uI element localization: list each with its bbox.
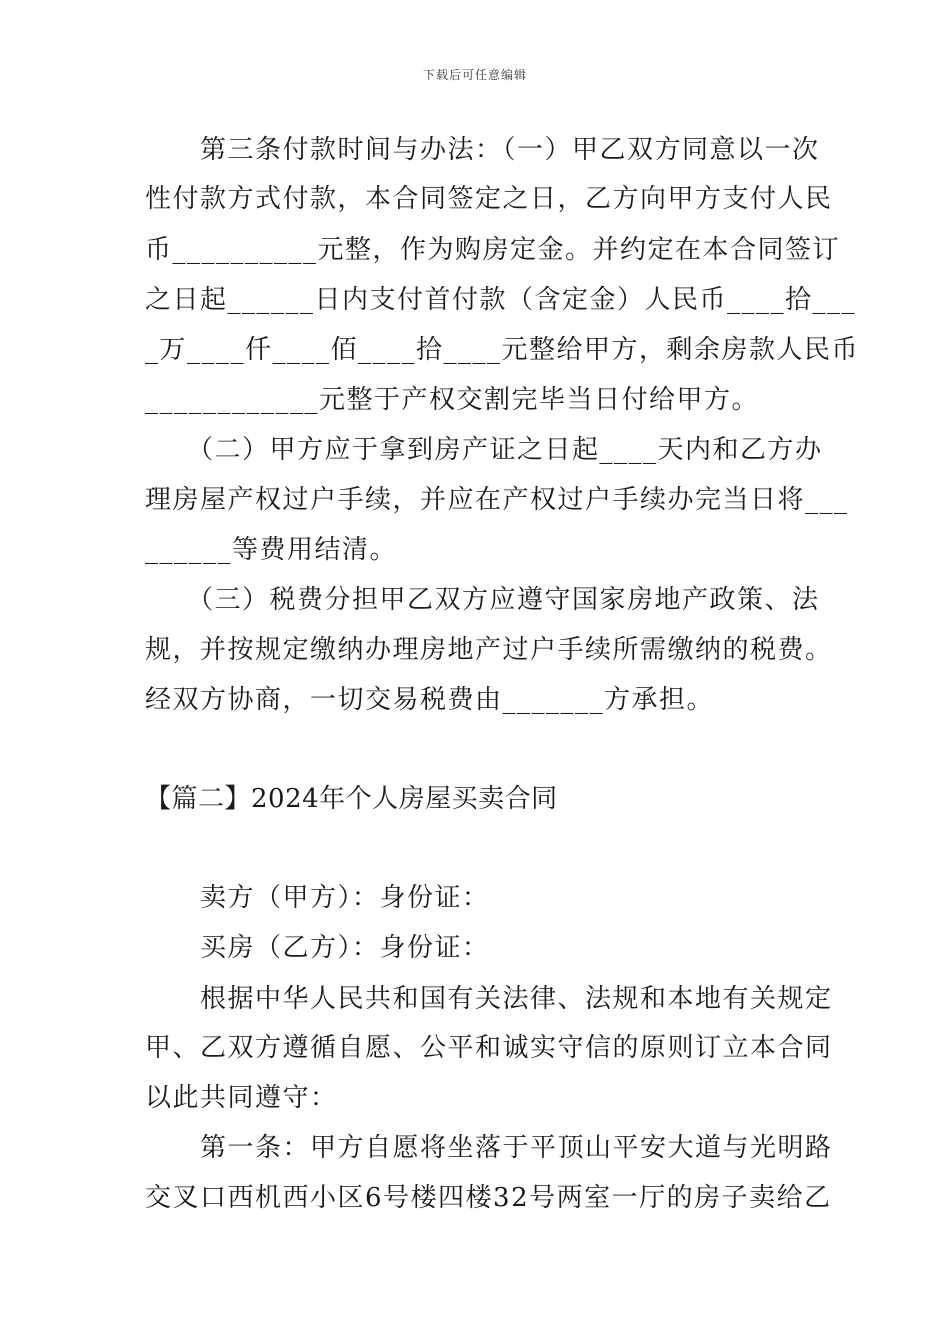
text-line: 以此共同遵守： [145,1083,338,1113]
section-heading: 【篇二】2024年个人房屋买卖合同 [145,784,558,814]
text-line: （三）税费分担甲乙双方应遵守国家房地产政策、法 [145,585,820,615]
text-line: 理房屋产权过户手续，并应在产权过户手续办完当日将___ [145,485,849,515]
text-line: 根据中华人民共和国有关法律、法规和本地有关规定 [145,984,833,1014]
text-line: 第一条：甲方自愿将坐落于平顶山平安大道与光明路 [145,1133,833,1163]
text-line: 甲、乙双方遵循自愿、公平和诚实守信的原则订立本合同 [145,1033,833,1063]
text-line: 第三条付款时间与办法：（一）甲乙双方同意以一次 [145,135,820,165]
text-line: 性付款方式付款，本合同签定之日，乙方向甲方支付人民 [145,184,833,214]
text-line: 规，并按规定缴纳办理房地产过户手续所需缴纳的税费。 [145,635,833,665]
text-line: 之日起______日内支付首付款（含定金）人民币____拾___ [145,285,857,315]
text-line: （二）甲方应于拿到房产证之日起____天内和乙方办 [145,435,823,465]
text-line: 买房（乙方）：身份证： [145,933,490,963]
text-line: _万____仟____佰____拾____元整给甲方，剩余房款人民币 [145,335,860,365]
text-line: 交叉口西机西小区6号楼四楼32号两室一厅的房子卖给乙 [145,1183,832,1213]
text-line: ______等费用结清。 [145,535,398,565]
text-line: ____________元整于产权交割完毕当日付给甲方。 [145,385,760,415]
text-line: 卖方（甲方）：身份证： [145,883,490,913]
text-line: 经双方协商，一切交易税费由_______方承担。 [145,685,715,715]
text-line: 币__________元整，作为购房定金。并约定在本合同签订 [145,235,841,265]
header-note: 下载后可任意编辑 [422,68,527,82]
